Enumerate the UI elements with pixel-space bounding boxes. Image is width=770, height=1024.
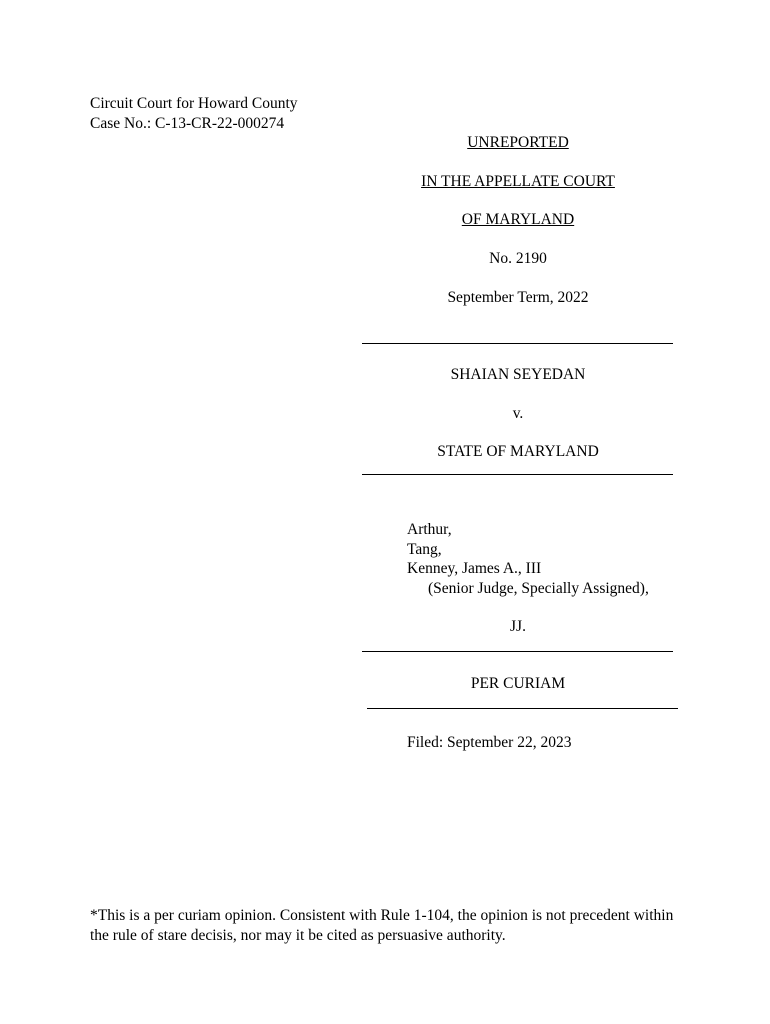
versus: v.: [512, 405, 524, 422]
unreported-label: UNREPORTED: [467, 134, 569, 151]
docket-number: No. 2190: [489, 250, 547, 267]
judge-3: Kenney, James A., III: [407, 560, 542, 577]
footnote: *This is a per curiam opinion. Consistent with Rule 1-104, the opinion is not precedent within the rule of stare decisis, nor may it be cited as persuasive authority.: [90, 907, 674, 944]
appellee-name: STATE OF MARYLAND: [437, 443, 599, 460]
judges-suffix: JJ.: [510, 618, 526, 635]
court-name-line-1: IN THE APPELLATE COURT: [421, 173, 615, 190]
judge-2: Tang,: [407, 541, 442, 558]
divider-rule-2: [362, 474, 673, 475]
opinion-author: PER CURIAM: [470, 675, 566, 692]
judge-note: (Senior Judge, Specially Assigned),: [428, 580, 649, 597]
divider-rule-4: [367, 708, 678, 709]
case-number: Case No.: C-13-CR-22-000274: [90, 115, 285, 132]
judge-1: Arthur,: [407, 521, 452, 538]
term: September Term, 2022: [447, 289, 589, 306]
filed-date: Filed: September 22, 2023: [407, 734, 572, 751]
court-name-line-2: OF MARYLAND: [461, 211, 575, 228]
divider-rule-1: [362, 343, 673, 344]
court-of-origin: Circuit Court for Howard County: [90, 95, 298, 112]
appellant-name: SHAIAN SEYEDAN: [450, 366, 586, 383]
divider-rule-3: [362, 651, 673, 652]
